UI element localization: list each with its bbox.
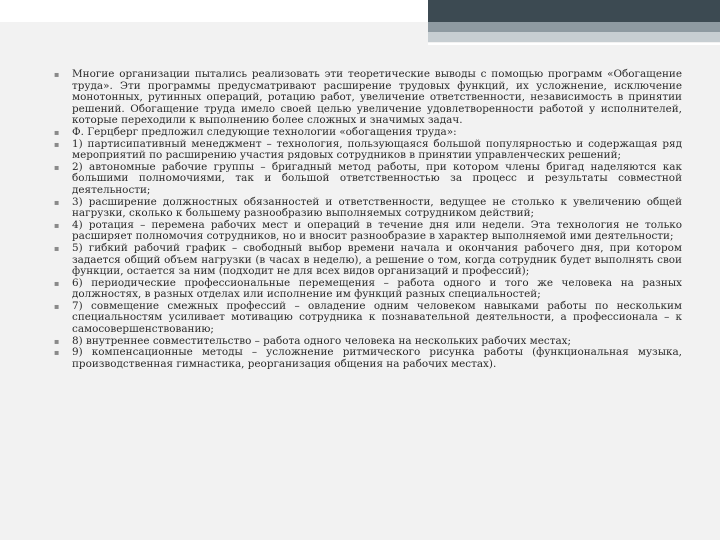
bullet-icon: ▪: [54, 139, 60, 149]
bullet-icon: ▪: [54, 70, 60, 79]
list-item: [48, 69, 682, 127]
bullet-icon: ▪: [54, 336, 60, 346]
list-item: [48, 347, 682, 370]
bullet-list: [48, 69, 682, 370]
list-item-text: Ф. Герцберг предложил следующие технологии «обогащения труда»:: [72, 125, 457, 138]
list-item-text: 2) автономные рабочие группы – бригадный метод работы, при котором члены бригад наделяются как большими полномочиями, так и большой ответственностью за процесс и результаты совместной деятельности;: [72, 160, 682, 196]
list-item-text: 3) расширение должностных обязанностей и ответственности, ведущее не столько к увеличению общей нагрузки, сколько к большему разнообразию выполняемых сотрудником действий;: [72, 195, 682, 220]
bullet-icon: ▪: [54, 301, 60, 311]
bullet-icon: ▪: [54, 220, 60, 230]
slide-content: [48, 69, 682, 370]
header-accent-mid: [428, 22, 720, 32]
list-item-text: 1) партисипативный менеджмент – технология, пользующаяся большой популярностью и содержащая ряд мероприятий по расширению участия рядовых сотрудников в принятии управленческих решений;: [72, 137, 682, 162]
list-item-text: 4) ротация – перемена рабочих мест и операций в течение дня или недели. Эта технология не только расширяет полномочия сотрудников, но и вносит разнообразие в характер выполняемой ими деятельности;: [72, 218, 682, 243]
list-item-text: 8) внутреннее совместительство – работа одного человека на нескольких рабочих местах;: [72, 334, 572, 347]
header-accent-rule: [428, 43, 720, 45]
bullet-icon: ▪: [54, 348, 60, 358]
list-item: [48, 197, 682, 220]
list-item: [48, 243, 682, 278]
list-item-text: Многие организации пытались реализовать эти теоретические выводы с помощью программ «Обогащение труда». Эти программы предусматривают расширение трудовых функций, их усложнение, исключение монотонных, рутинных операций, ротацию работ, увеличение ответственности, независимость в принятии решений. Обогащение труда имело своей целью увеличение удовлетворенности работой у исполнителей, которые переходили к выполнению более сложных и значимых задач.: [72, 68, 682, 127]
list-item: [48, 139, 682, 162]
bullet-icon: ▪: [54, 162, 60, 172]
list-item: [48, 278, 682, 301]
list-item-text: 5) гибкий рабочий график – свободный выбор времени начала и окончания рабочего дня, при котором задается общий объем нагрузки (в часах в неделю), а решение о том, когда сотрудник будет выполнять свои функции, остается за ним (подходит не для всех видов организаций и профессий);: [72, 241, 682, 278]
list-item-text: 7) совмещение смежных профессий – овладение одним человеком навыками работы по нескольким специальностям усиливает мотивацию сотрудника к познавательной деятельности, а профессионала – к самосовершенствованию;: [72, 299, 682, 336]
bullet-icon: ▪: [54, 278, 60, 288]
list-item-text: 6) периодические профессиональные перемещения – работа одного и того же человека на разных должностях, в разных отделах или исполнение им функций разных специальностей;: [72, 276, 682, 301]
list-item: [48, 220, 682, 243]
bullet-icon: ▪: [54, 197, 60, 207]
list-item: [48, 162, 682, 197]
header-accent-dark: [428, 0, 720, 22]
list-item: [48, 301, 682, 336]
bullet-icon: ▪: [54, 127, 60, 137]
bullet-icon: ▪: [54, 243, 60, 253]
list-item-text: 9) компенсационные методы – усложнение ритмического рисунка работы (функциональная музыка, производственная гимнастика, реорганизация общения на рабочих местах).: [72, 346, 682, 370]
header-accent-light: [428, 32, 720, 42]
